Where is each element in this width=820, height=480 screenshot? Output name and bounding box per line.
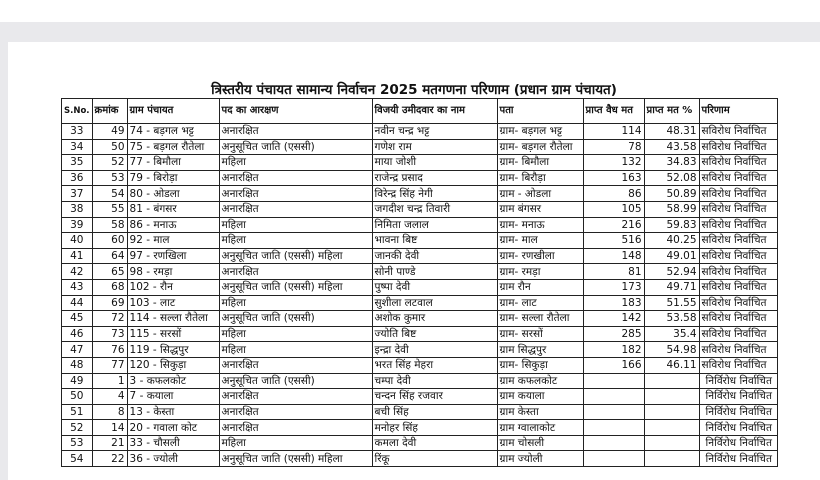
cell-address: ग्राम- बड़गल भट्ट	[497, 124, 583, 140]
cell-kramank: 76	[92, 342, 127, 358]
table-row	[62, 186, 778, 202]
cell-panchayat: 81 - बंगसर	[127, 201, 219, 217]
cell-valid-votes	[583, 373, 644, 389]
cell-result: सविरोध निर्वाचित	[699, 186, 777, 202]
cell-arakshan: अनारक्षित	[219, 201, 372, 217]
cell-sno: 46	[62, 326, 93, 342]
cell-sno: 48	[62, 357, 93, 373]
cell-valid-votes: 142	[583, 311, 644, 327]
table-row	[62, 342, 778, 358]
top-bar	[0, 0, 820, 22]
cell-winner-name: राजेन्द्र प्रसाद	[372, 170, 497, 186]
cell-result: सविरोध निर्वाचित	[699, 264, 777, 280]
cell-address: ग्राम- बड़गल रौतेला	[497, 139, 583, 155]
cell-panchayat: 36 - ज्योली	[127, 451, 219, 467]
cell-arakshan: अनारक्षित	[219, 420, 372, 436]
cell-arakshan: महिला	[219, 217, 372, 233]
cell-arakshan: अनुसूचित जाति (एससी) महिला	[219, 248, 372, 264]
cell-kramank: 73	[92, 326, 127, 342]
cell-sno: 43	[62, 279, 93, 295]
cell-kramank: 52	[92, 155, 127, 171]
cell-sno: 40	[62, 233, 93, 249]
table-row	[62, 155, 778, 171]
cell-vote-percent: 48.31	[644, 124, 699, 140]
cell-valid-votes: 78	[583, 139, 644, 155]
cell-kramank: 64	[92, 248, 127, 264]
cell-result: सविरोध निर्वाचित	[699, 295, 777, 311]
cell-arakshan: अनारक्षित	[219, 124, 372, 140]
cell-vote-percent: 58.99	[644, 201, 699, 217]
cell-kramank: 58	[92, 217, 127, 233]
table-row	[62, 217, 778, 233]
table-row	[62, 264, 778, 280]
cell-kramank: 4	[92, 389, 127, 405]
cell-address: ग्राम कयाला	[497, 389, 583, 405]
cell-winner-name: भावना बिष्ट	[372, 233, 497, 249]
cell-arakshan: अनारक्षित	[219, 404, 372, 420]
cell-arakshan: महिला	[219, 233, 372, 249]
cell-result: सविरोध निर्वाचित	[699, 326, 777, 342]
cell-result: निर्विरोध निर्वाचित	[699, 389, 777, 405]
cell-result: सविरोध निर्वाचित	[699, 311, 777, 327]
cell-vote-percent: 49.71	[644, 279, 699, 295]
cell-address: ग्राम बंगसर	[497, 201, 583, 217]
cell-arakshan: अनारक्षित	[219, 170, 372, 186]
table-row	[62, 201, 778, 217]
cell-vote-percent: 52.08	[644, 170, 699, 186]
cell-valid-votes	[583, 404, 644, 420]
cell-address: ग्राम केस्ता	[497, 404, 583, 420]
cell-address: ग्राम- मनाऊ	[497, 217, 583, 233]
cell-sno: 34	[62, 139, 93, 155]
cell-winner-name: गणेश राम	[372, 139, 497, 155]
cell-winner-name: भरत सिंह मेहरा	[372, 357, 497, 373]
cell-vote-percent: 49.01	[644, 248, 699, 264]
cell-winner-name: जगदीश चन्द्र तिवारी	[372, 201, 497, 217]
table-row	[62, 357, 778, 373]
cell-sno: 44	[62, 295, 93, 311]
cell-sno: 37	[62, 186, 93, 202]
cell-panchayat: 33 - चौसली	[127, 435, 219, 451]
header-pata: पता	[497, 99, 583, 124]
cell-winner-name: सुशीला लटवाल	[372, 295, 497, 311]
cell-vote-percent	[644, 435, 699, 451]
cell-panchayat: 20 - गवाला कोट	[127, 420, 219, 436]
cell-vote-percent	[644, 420, 699, 436]
cell-valid-votes: 163	[583, 170, 644, 186]
table-row	[62, 233, 778, 249]
cell-address: ग्राम- माल	[497, 233, 583, 249]
cell-kramank: 50	[92, 139, 127, 155]
cell-winner-name: सोनी पाण्डे	[372, 264, 497, 280]
cell-panchayat: 77 - बिमौला	[127, 155, 219, 171]
cell-kramank: 8	[92, 404, 127, 420]
table-row	[62, 248, 778, 264]
cell-result: सविरोध निर्वाचित	[699, 248, 777, 264]
cell-sno: 33	[62, 124, 93, 140]
cell-panchayat: 120 - सिकुड़ा	[127, 357, 219, 373]
table-body	[62, 124, 778, 467]
cell-valid-votes: 114	[583, 124, 644, 140]
header-sno: S.No.	[62, 99, 93, 124]
table-row	[62, 326, 778, 342]
header-vijayi: विजयी उमीदवार का नाम	[372, 99, 497, 124]
cell-valid-votes: 183	[583, 295, 644, 311]
table-row	[62, 420, 778, 436]
table-row	[62, 404, 778, 420]
cell-address: ग्राम- रणखीला	[497, 248, 583, 264]
cell-panchayat: 75 - बड़गल रौतेला	[127, 139, 219, 155]
table-row	[62, 170, 778, 186]
cell-winner-name: मनोहर सिंह	[372, 420, 497, 436]
table-row	[62, 295, 778, 311]
cell-winner-name: नवीन चन्द्र भट्ट	[372, 124, 497, 140]
cell-sno: 36	[62, 170, 93, 186]
cell-result: निर्विरोध निर्वाचित	[699, 373, 777, 389]
table-row	[62, 451, 778, 467]
cell-kramank: 68	[92, 279, 127, 295]
cell-winner-name: अशोक कुमार	[372, 311, 497, 327]
cell-winner-name: इन्द्रा देवी	[372, 342, 497, 358]
cell-vote-percent: 54.98	[644, 342, 699, 358]
cell-kramank: 1	[92, 373, 127, 389]
cell-sno: 49	[62, 373, 93, 389]
cell-kramank: 60	[92, 233, 127, 249]
cell-vote-percent: 40.25	[644, 233, 699, 249]
cell-address: ग्राम - ओडला	[497, 186, 583, 202]
cell-sno: 35	[62, 155, 93, 171]
cell-sno: 52	[62, 420, 93, 436]
cell-kramank: 22	[92, 451, 127, 467]
table-row	[62, 435, 778, 451]
cell-valid-votes	[583, 420, 644, 436]
table-row	[62, 139, 778, 155]
cell-result: निर्विरोध निर्वाचित	[699, 404, 777, 420]
header-kramank: क्रमांक	[92, 99, 127, 124]
cell-panchayat: 119 - सिद्धपुर	[127, 342, 219, 358]
cell-panchayat: 114 - सल्ला रौतेला	[127, 311, 219, 327]
cell-sno: 45	[62, 311, 93, 327]
cell-address: ग्राम- लाट	[497, 295, 583, 311]
cell-result: सविरोध निर्वाचित	[699, 233, 777, 249]
cell-result: निर्विरोध निर्वाचित	[699, 420, 777, 436]
cell-vote-percent	[644, 389, 699, 405]
cell-panchayat: 13 - केस्ता	[127, 404, 219, 420]
cell-address: ग्राम- बिरौड़ा	[497, 170, 583, 186]
cell-valid-votes: 173	[583, 279, 644, 295]
cell-vote-percent: 51.55	[644, 295, 699, 311]
table-row	[62, 279, 778, 295]
cell-panchayat: 102 - रौन	[127, 279, 219, 295]
cell-sno: 38	[62, 201, 93, 217]
table-row	[62, 373, 778, 389]
cell-winner-name: कमला देवी	[372, 435, 497, 451]
cell-winner-name: बची सिंह	[372, 404, 497, 420]
cell-valid-votes: 216	[583, 217, 644, 233]
cell-panchayat: 103 - लाट	[127, 295, 219, 311]
results-table	[61, 98, 778, 467]
cell-address: ग्राम- सल्ला रौतेला	[497, 311, 583, 327]
cell-result: निर्विरोध निर्वाचित	[699, 451, 777, 467]
cell-winner-name: रिंकू	[372, 451, 497, 467]
cell-winner-name: निमिता जलाल	[372, 217, 497, 233]
cell-result: निर्विरोध निर्वाचित	[699, 435, 777, 451]
cell-valid-votes: 81	[583, 264, 644, 280]
cell-sno: 54	[62, 451, 93, 467]
cell-arakshan: महिला	[219, 155, 372, 171]
cell-valid-votes	[583, 435, 644, 451]
cell-result: सविरोध निर्वाचित	[699, 357, 777, 373]
header-parinam: परिणाम	[699, 99, 777, 124]
cell-valid-votes: 182	[583, 342, 644, 358]
cell-winner-name: माया जोशी	[372, 155, 497, 171]
cell-sno: 51	[62, 404, 93, 420]
cell-winner-name: चन्दन सिंह रजवार	[372, 389, 497, 405]
cell-panchayat: 79 - बिरोड़ा	[127, 170, 219, 186]
cell-valid-votes: 86	[583, 186, 644, 202]
cell-winner-name: पुष्पा देवी	[372, 279, 497, 295]
cell-sno: 53	[62, 435, 93, 451]
cell-vote-percent: 59.83	[644, 217, 699, 233]
cell-panchayat: 7 - कयाला	[127, 389, 219, 405]
cell-panchayat: 86 - मनाऊ	[127, 217, 219, 233]
header-vaidh-mat: प्राप्त वैध मत	[583, 99, 644, 124]
table-row	[62, 389, 778, 405]
cell-valid-votes	[583, 389, 644, 405]
cell-arakshan: अनुसूचित जाति (एससी) महिला	[219, 279, 372, 295]
cell-valid-votes: 105	[583, 201, 644, 217]
cell-arakshan: अनारक्षित	[219, 357, 372, 373]
cell-sno: 42	[62, 264, 93, 280]
cell-sno: 47	[62, 342, 93, 358]
cell-vote-percent: 52.94	[644, 264, 699, 280]
cell-vote-percent: 53.58	[644, 311, 699, 327]
cell-sno: 50	[62, 389, 93, 405]
cell-result: सविरोध निर्वाचित	[699, 279, 777, 295]
cell-panchayat: 97 - रणखिला	[127, 248, 219, 264]
cell-panchayat: 74 - बड़गल भट्ट	[127, 124, 219, 140]
document-title: त्रिस्तरीय पंचायत सामान्य निर्वाचन 2025 मतगणना परिणाम (प्रधान ग्राम पंचायत)	[211, 82, 617, 98]
cell-sno: 39	[62, 217, 93, 233]
cell-arakshan: अनुसूचित जाति (एससी)	[219, 139, 372, 155]
cell-vote-percent	[644, 373, 699, 389]
cell-valid-votes: 516	[583, 233, 644, 249]
cell-result: सविरोध निर्वाचित	[699, 217, 777, 233]
header-mat-pratishat: प्राप्त मत %	[644, 99, 699, 124]
cell-vote-percent: 43.58	[644, 139, 699, 155]
cell-vote-percent	[644, 451, 699, 467]
cell-panchayat: 92 - माल	[127, 233, 219, 249]
cell-address: ग्राम ग्वालाकोट	[497, 420, 583, 436]
cell-arakshan: महिला	[219, 326, 372, 342]
document-page	[8, 42, 820, 480]
cell-kramank: 65	[92, 264, 127, 280]
cell-panchayat: 80 - ओडला	[127, 186, 219, 202]
cell-arakshan: अनुसूचित जाति (एससी)	[219, 373, 372, 389]
cell-arakshan: अनारक्षित	[219, 389, 372, 405]
header-arakshan: पद का आरक्षण	[219, 99, 372, 124]
cell-result: सविरोध निर्वाचित	[699, 342, 777, 358]
cell-valid-votes: 148	[583, 248, 644, 264]
cell-arakshan: महिला	[219, 435, 372, 451]
cell-winner-name: चम्पा देवी	[372, 373, 497, 389]
cell-kramank: 55	[92, 201, 127, 217]
cell-address: ग्राम चोसली	[497, 435, 583, 451]
cell-address: ग्राम- रमड़ा	[497, 264, 583, 280]
cell-arakshan: अनारक्षित	[219, 264, 372, 280]
cell-arakshan: अनुसूचित जाति (एससी) महिला	[219, 451, 372, 467]
cell-result: सविरोध निर्वाचित	[699, 170, 777, 186]
cell-panchayat: 115 - सरसों	[127, 326, 219, 342]
cell-arakshan: अनुसूचित जाति (एससी)	[219, 311, 372, 327]
cell-kramank: 77	[92, 357, 127, 373]
cell-winner-name: जानकी देवी	[372, 248, 497, 264]
cell-panchayat: 98 - रमड़ा	[127, 264, 219, 280]
table-row	[62, 311, 778, 327]
cell-address: ग्राम ज्योली	[497, 451, 583, 467]
cell-vote-percent: 50.89	[644, 186, 699, 202]
cell-vote-percent: 46.11	[644, 357, 699, 373]
cell-arakshan: महिला	[219, 295, 372, 311]
cell-arakshan: अनारक्षित	[219, 186, 372, 202]
cell-arakshan: महिला	[219, 342, 372, 358]
cell-valid-votes: 132	[583, 155, 644, 171]
cell-kramank: 53	[92, 170, 127, 186]
cell-address: ग्राम- बिमौला	[497, 155, 583, 171]
cell-kramank: 21	[92, 435, 127, 451]
cell-kramank: 72	[92, 311, 127, 327]
cell-valid-votes	[583, 451, 644, 467]
cell-result: सविरोध निर्वाचित	[699, 155, 777, 171]
cell-result: सविरोध निर्वाचित	[699, 124, 777, 140]
cell-result: सविरोध निर्वाचित	[699, 139, 777, 155]
header-gram-panchayat: ग्राम पंचायत	[127, 99, 219, 124]
table-header-row	[62, 99, 778, 124]
cell-vote-percent: 35.4	[644, 326, 699, 342]
cell-winner-name: विरेन्द्र सिंह नेगी	[372, 186, 497, 202]
cell-kramank: 54	[92, 186, 127, 202]
cell-vote-percent: 34.83	[644, 155, 699, 171]
cell-valid-votes: 166	[583, 357, 644, 373]
cell-vote-percent	[644, 404, 699, 420]
cell-address: ग्राम सिद्धपुर	[497, 342, 583, 358]
cell-panchayat: 3 - कफलकोट	[127, 373, 219, 389]
cell-address: ग्राम- सिकुड़ा	[497, 357, 583, 373]
cell-kramank: 69	[92, 295, 127, 311]
cell-kramank: 14	[92, 420, 127, 436]
table-row	[62, 124, 778, 140]
cell-address: ग्राम रौन	[497, 279, 583, 295]
cell-valid-votes: 285	[583, 326, 644, 342]
cell-sno: 41	[62, 248, 93, 264]
cell-address: ग्राम- सरसों	[497, 326, 583, 342]
cell-address: ग्राम कफलकोट	[497, 373, 583, 389]
cell-result: सविरोध निर्वाचित	[699, 201, 777, 217]
cell-winner-name: ज्योति बिष्ट	[372, 326, 497, 342]
cell-kramank: 49	[92, 124, 127, 140]
